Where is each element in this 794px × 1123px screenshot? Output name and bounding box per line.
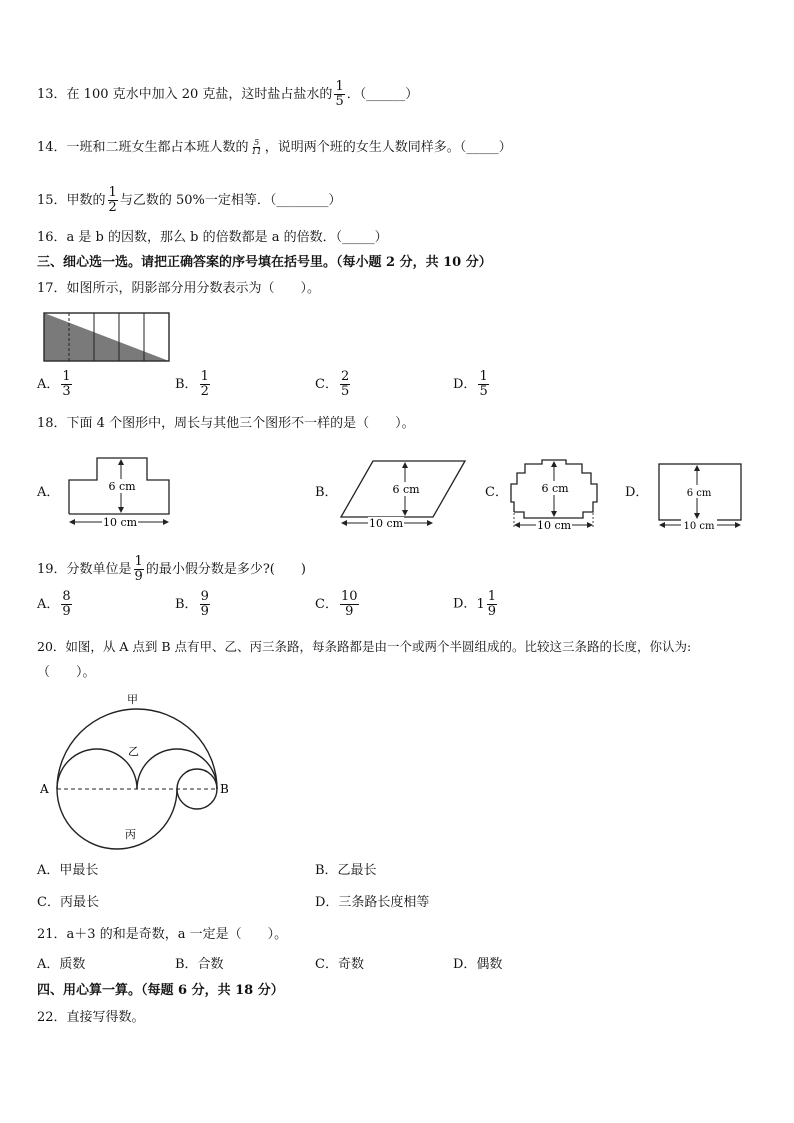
fraction: $\frac{5}{11}$ xyxy=(251,138,262,156)
height-label: 6 cm xyxy=(541,482,569,495)
q17-option-d[interactable]: D． $\frac{1}{5}$ xyxy=(453,369,488,399)
q18-option-a[interactable]: A． xyxy=(37,485,60,500)
q20-option-a[interactable]: A．甲最长 xyxy=(37,863,99,878)
q21-option-d[interactable]: D．偶数 xyxy=(453,957,503,972)
label-jia: 甲 xyxy=(127,693,138,706)
q18-figure-a xyxy=(64,452,176,530)
q18-option-d[interactable]: D． xyxy=(625,485,649,500)
question-16: 16．a 是 b 的因数，那么 b 的倍数都是 a 的倍数．（_____） xyxy=(37,230,388,245)
width-label: 10 cm xyxy=(536,519,572,532)
width-label: 10 cm xyxy=(683,521,715,530)
width-label: 10 cm xyxy=(368,517,404,529)
label-bing: 丙 xyxy=(125,828,136,841)
section-3-heading: 三、细心选一选。请把正确答案的序号填在括号里。（每小题 2 分，共 10 分） xyxy=(37,255,492,270)
q21-option-c[interactable]: C．奇数 xyxy=(315,957,364,972)
question-14: 14．一班和二班女生都占本班人数的 $\frac{5}{11}$ ，说明两个班的女生人数同样多。（_____） xyxy=(37,138,512,156)
q18-option-c[interactable]: C． xyxy=(485,485,508,500)
q17-option-c[interactable]: C． $\frac{2}{5}$ xyxy=(315,369,350,399)
fraction: $\frac{1}{5}$ xyxy=(335,79,344,109)
q19-option-b[interactable]: B． $\frac{9}{9}$ xyxy=(175,589,209,619)
point-b-label: B xyxy=(220,782,229,796)
q18-figure-c xyxy=(507,455,607,535)
height-label: 6 cm xyxy=(108,480,136,493)
q19-option-c[interactable]: C． $\frac{10}{9}$ xyxy=(315,589,358,619)
height-label: 6 cm xyxy=(392,483,420,496)
q17-figure xyxy=(43,312,171,364)
q20-option-c[interactable]: C．丙最长 xyxy=(37,895,99,910)
q21-option-a[interactable]: A．质数 xyxy=(37,957,86,972)
q18-option-b[interactable]: B． xyxy=(315,485,338,500)
question-17: 17．如图所示，阴影部分用分数表示为（ ）。 xyxy=(37,281,321,296)
q19-option-d[interactable]: D． 1 $\frac{1}{9}$ xyxy=(453,589,496,619)
question-18: 18．下面 4 个图形中，周长与其他三个图形不一样的是（ ）。 xyxy=(37,416,415,431)
question-21: 21．a＋3 的和是奇数，a 一定是（ ）。 xyxy=(37,927,288,942)
width-label: 10 cm xyxy=(102,516,138,529)
point-a-label: A xyxy=(40,782,49,796)
label-yi: 乙 xyxy=(128,745,139,758)
q20-option-d[interactable]: D．三条路长度相等 xyxy=(315,895,430,910)
fraction: $\frac{1}{2}$ xyxy=(108,185,117,215)
section-4-heading: 四、用心算一算。（每题 6 分，共 18 分） xyxy=(37,983,284,998)
question-20: 20．如图，从 A 点到 B 点有甲、乙、丙三条路，每条路都是由一个或两个半圆组成的。比较这三条路的长度，你认为: xyxy=(37,639,692,654)
question-13: 13．在 100 克水中加入 20 克盐，这时盐占盐水的 $\frac{1}{5}$ ．（______） xyxy=(37,79,419,109)
question-19: 19．分数单位是 $\frac{1}{9}$ 的最小假分数是多少?( ) xyxy=(37,554,306,584)
q18-figure-d xyxy=(655,458,747,530)
q19-option-a[interactable]: A． $\frac{8}{9}$ xyxy=(37,589,71,619)
q20-figure xyxy=(36,685,236,855)
q17-option-b[interactable]: B． $\frac{1}{2}$ xyxy=(175,369,209,399)
question-15: 15．甲数的 $\frac{1}{2}$ 与乙数的 50%一定相等．（________） xyxy=(37,185,342,215)
q18-figure-b xyxy=(336,455,470,529)
question-22: 22．直接写得数。 xyxy=(37,1010,145,1025)
q21-option-b[interactable]: B．合数 xyxy=(175,957,224,972)
q17-option-a[interactable]: A． $\frac{1}{3}$ xyxy=(37,369,71,399)
height-label: 6 cm xyxy=(686,488,712,499)
question-20-blank: （ ）。 xyxy=(37,665,96,680)
q20-option-b[interactable]: B．乙最长 xyxy=(315,863,377,878)
